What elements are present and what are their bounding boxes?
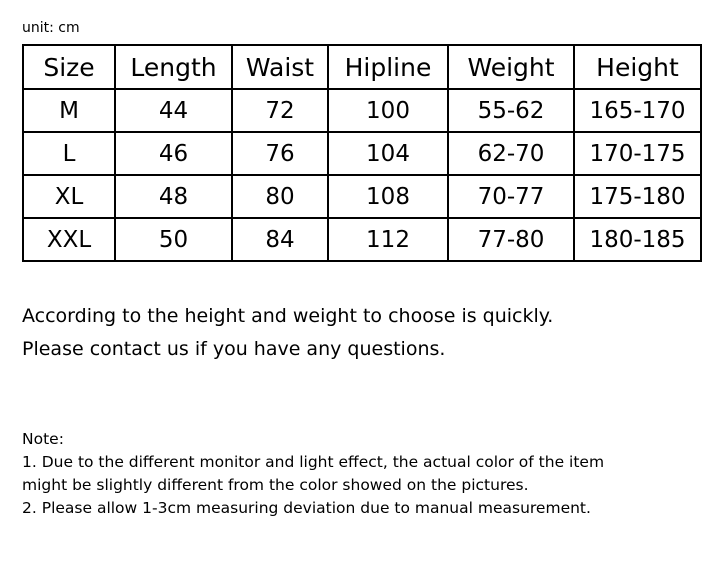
note-block [22,428,692,520]
table-header-row [23,45,701,89]
table-row [23,132,701,175]
cell-height: 170-175 [574,132,701,175]
note-line-2: might be slightly different from the color showed on the pictures. [22,476,529,494]
cell-hipline: 108 [328,175,448,218]
cell-hipline: 100 [328,89,448,132]
cell-length: 44 [115,89,232,132]
cell-hipline: 104 [328,132,448,175]
note-line-3: 2. Please allow 1-3cm measuring deviation due to manual measurement. [22,499,591,517]
column-header-weight: Weight [448,45,574,89]
cell-waist: 80 [232,175,328,218]
table-row [23,89,701,132]
column-header-size: Size [23,45,115,89]
table-body [23,89,701,261]
cell-waist: 84 [232,218,328,261]
table-row [23,175,701,218]
cell-waist: 72 [232,89,328,132]
cell-height: 180-185 [574,218,701,261]
cell-length: 48 [115,175,232,218]
table-row [23,218,701,261]
cell-hipline: 112 [328,218,448,261]
cell-length: 50 [115,218,232,261]
cell-height: 165-170 [574,89,701,132]
instructions-block [22,300,692,366]
cell-height: 175-180 [574,175,701,218]
unit-label: unit: cm [22,20,80,36]
cell-weight: 77-80 [448,218,574,261]
cell-weight: 70-77 [448,175,574,218]
instruction-line-1: According to the height and weight to choose is quickly. [22,305,554,327]
column-header-height: Height [574,45,701,89]
column-header-hipline: Hipline [328,45,448,89]
cell-length: 46 [115,132,232,175]
cell-size: XXL [23,218,115,261]
cell-size: XL [23,175,115,218]
table-header [23,45,701,89]
note-title: Note: [22,430,64,448]
cell-weight: 55-62 [448,89,574,132]
size-chart-table [22,44,702,262]
column-header-length: Length [115,45,232,89]
column-header-waist: Waist [232,45,328,89]
cell-size: M [23,89,115,132]
note-line-1: 1. Due to the different monitor and light effect, the actual color of the item [22,453,605,471]
instruction-line-2: Please contact us if you have any questions. [22,338,446,360]
cell-waist: 76 [232,132,328,175]
cell-size: L [23,132,115,175]
cell-weight: 62-70 [448,132,574,175]
